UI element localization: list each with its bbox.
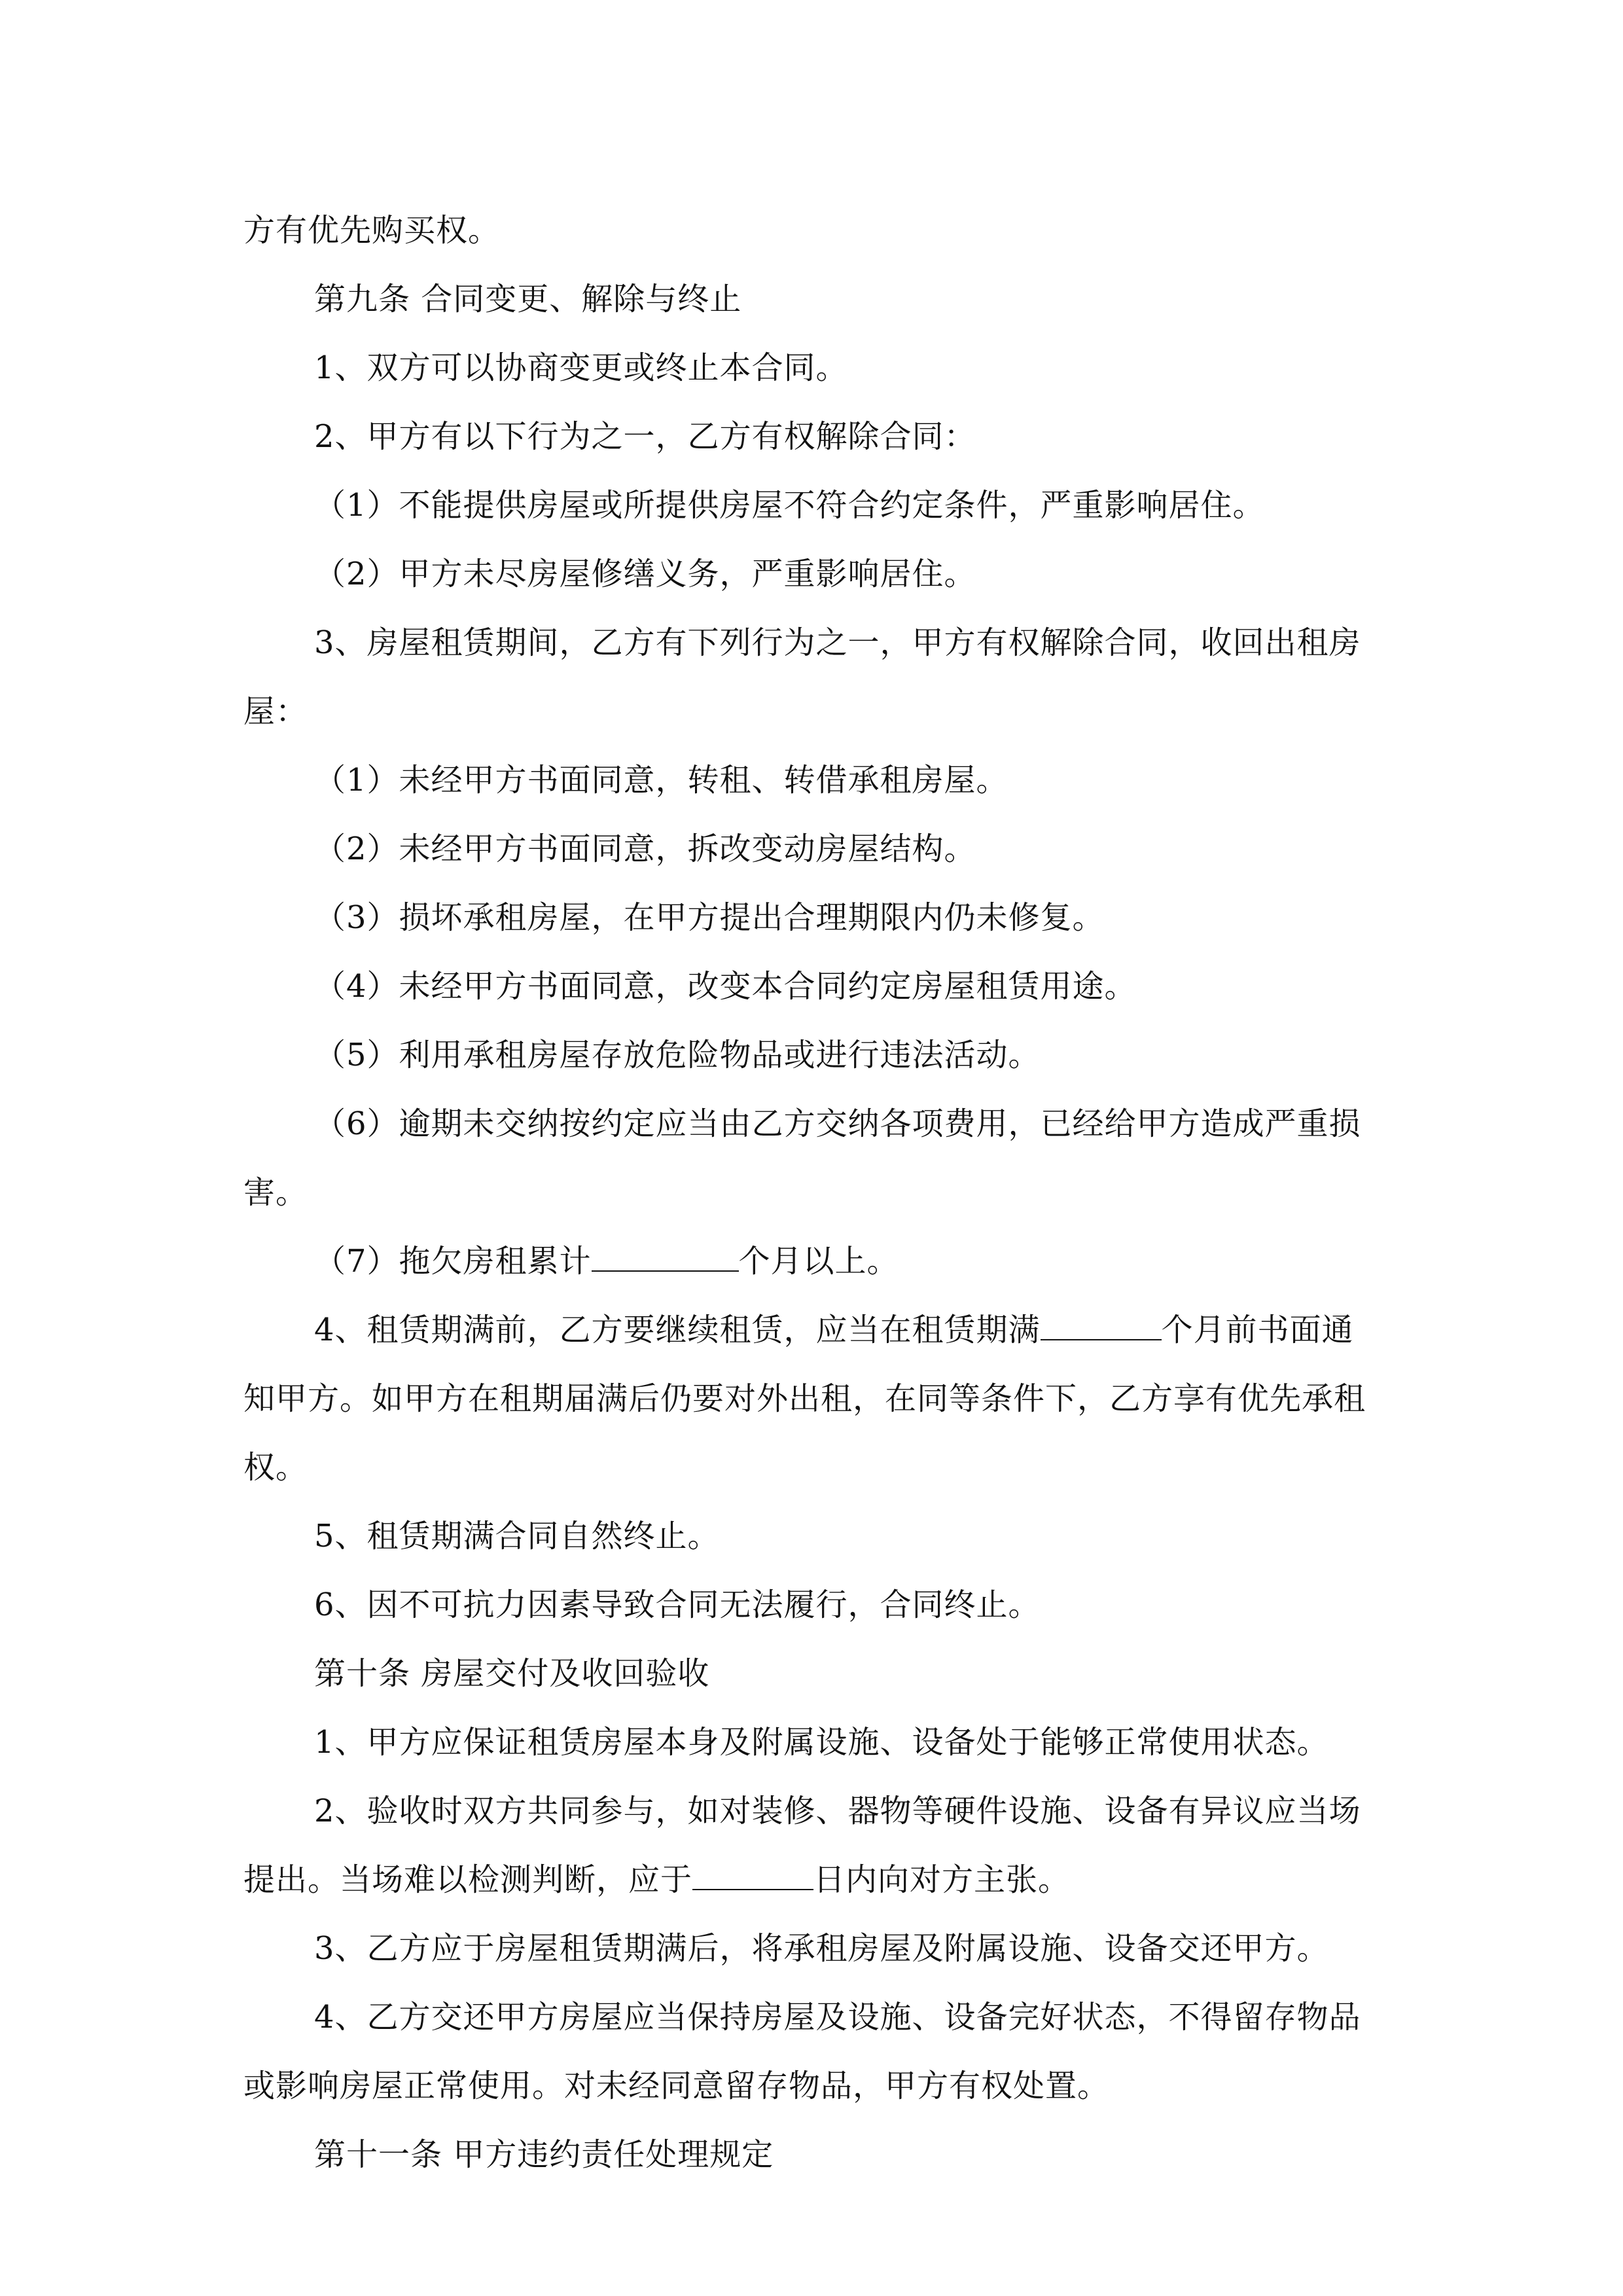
text-before-blank: （7）拖欠房租累计 <box>314 1243 592 1280</box>
paragraph-line: 或影响房屋正常使用。对未经同意留存物品，甲方有权处置。 <box>243 2068 1110 2104</box>
clause-line: 4、乙方交还甲方房屋应当保持房屋及设施、设备完好状态，不得留存物品 <box>314 1999 1361 2036</box>
clause-line: 2、甲方有以下行为之一，乙方有权解除合同： <box>314 418 976 455</box>
fill-in-blank[interactable] <box>692 1863 813 1890</box>
paragraph-line: 知甲方。如甲方在租期届满后仍要对外出租，在同等条件下，乙方享有优先承租 <box>243 1380 1366 1417</box>
sub-clause-line: （2）未经甲方书面同意，拆改变动房屋结构。 <box>314 831 976 867</box>
article-heading: 第十一条 甲方违约责任处理规定 <box>314 2136 774 2173</box>
sub-clause-line-with-blank <box>243 1227 1395 1296</box>
text-after-blank: 日内向对方主张。 <box>813 1861 1071 1898</box>
clause-line: 3、房屋租赁期间，乙方有下列行为之一，甲方有权解除合同，收回出租房 <box>314 624 1361 661</box>
fill-in-blank[interactable] <box>1041 1313 1162 1340</box>
clause-line-with-blank <box>243 1296 1395 1365</box>
clause-line: 5、租赁期满合同自然终止。 <box>314 1518 720 1554</box>
sub-clause-line: （4）未经甲方书面同意，改变本合同约定房屋租赁用途。 <box>314 968 1137 1005</box>
text-after-blank: 个月前书面通 <box>1161 1312 1354 1348</box>
clause-line: 2、验收时双方共同参与，如对装修、器物等硬件设施、设备有异议应当场 <box>314 1793 1361 1829</box>
article-heading: 第九条 合同变更、解除与终止 <box>314 281 742 317</box>
sub-clause-line: （5）利用承租房屋存放危险物品或进行违法活动。 <box>314 1037 1041 1073</box>
paragraph-line: 方有优先购买权。 <box>243 212 501 249</box>
sub-clause-line: （3）损坏承租房屋，在甲方提出合理期限内仍未修复。 <box>314 899 1105 936</box>
paragraph-line: 屋： <box>243 693 308 730</box>
paragraph-line-with-blank <box>243 1846 1395 1914</box>
text-after-blank: 个月以上。 <box>738 1243 899 1280</box>
fill-in-blank[interactable] <box>592 1244 739 1272</box>
sub-clause-line: （1）不能提供房屋或所提供房屋不符合约定条件，严重影响居住。 <box>314 487 1265 524</box>
paragraph-line: 权。 <box>243 1449 308 1486</box>
article-heading: 第十条 房屋交付及收回验收 <box>314 1655 710 1692</box>
clause-line: 1、双方可以协商变更或终止本合同。 <box>314 350 848 386</box>
text-before-blank: 4、租赁期满前，乙方要继续租赁，应当在租赁期满 <box>314 1312 1041 1348</box>
document-body <box>243 196 1395 2189</box>
sub-clause-line: （1）未经甲方书面同意，转租、转借承租房屋。 <box>314 762 1008 798</box>
sub-clause-line: （2）甲方未尽房屋修缮义务，严重影响居住。 <box>314 556 976 592</box>
clause-line: 3、乙方应于房屋租赁期满后，将承租房屋及附属设施、设备交还甲方。 <box>314 1930 1329 1967</box>
text-before-blank: 提出。当场难以检测判断，应于 <box>243 1861 693 1898</box>
sub-clause-line: （6）逾期未交纳按约定应当由乙方交纳各项费用，已经给甲方造成严重损 <box>314 1105 1361 1142</box>
clause-line: 6、因不可抗力因素导致合同无法履行，合同终止。 <box>314 1587 1041 1623</box>
paragraph-line: 害。 <box>243 1174 308 1211</box>
clause-line: 1、甲方应保证租赁房屋本身及附属设施、设备处于能够正常使用状态。 <box>314 1724 1329 1761</box>
